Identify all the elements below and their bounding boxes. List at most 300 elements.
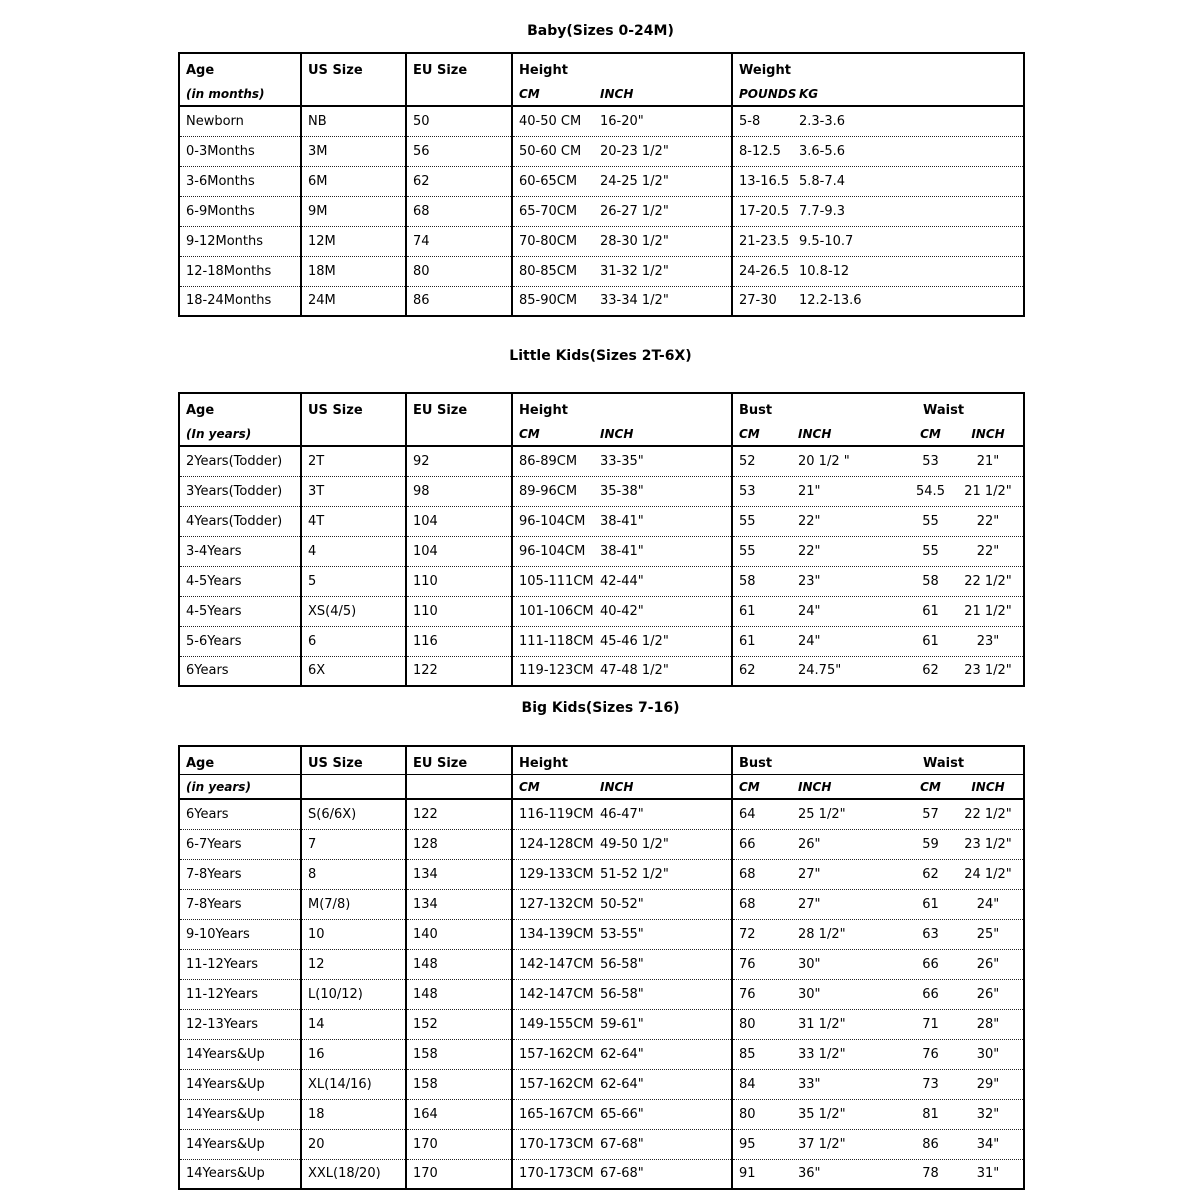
bust-inch-value: 23" — [798, 574, 821, 588]
weight-cell — [732, 226, 1024, 256]
height-cell — [512, 1159, 732, 1189]
us-size-col-header: US Size — [301, 746, 406, 774]
us-size-cell: 8 — [301, 859, 406, 889]
us-size-cell: 3M — [301, 136, 406, 166]
age-cell: 14Years&Up — [179, 1039, 301, 1069]
height-inch-value: 20-23 1/2" — [600, 144, 669, 158]
eu-size-cell: 110 — [406, 596, 512, 626]
height-col-header: Height — [512, 53, 732, 81]
height-inch-value: 24-25 1/2" — [600, 174, 669, 188]
bust-inch-value: 30" — [798, 987, 821, 1001]
waist-inch-value: 34" — [976, 1137, 1000, 1151]
weight-cell — [732, 196, 1024, 226]
age-col-header: Age — [186, 403, 215, 418]
big-kids-table-title: Big Kids(Sizes 7-16) — [521, 700, 680, 716]
waist-cm-value: 55 — [922, 514, 939, 528]
table-row — [179, 596, 1024, 626]
height-cm-value: 50-60 CM — [519, 144, 582, 158]
height-inch-value: 38-41" — [600, 544, 644, 558]
height-cell — [512, 1069, 732, 1099]
age-cell: 6-7Years — [179, 829, 301, 859]
height-inch-value: 28-30 1/2" — [600, 234, 669, 248]
height-cell — [512, 1129, 732, 1159]
age-cell: 14Years&Up — [179, 1099, 301, 1129]
bust-inch-value: 20 1/2 " — [798, 454, 850, 468]
waist-cm-value: 62 — [922, 867, 939, 881]
table-row — [179, 656, 1024, 686]
table-row — [179, 136, 1024, 166]
waist-inch-value: 22 1/2" — [964, 574, 1012, 588]
height-inch-value: 31-32 1/2" — [600, 264, 669, 278]
us-size-cell: 12 — [301, 949, 406, 979]
weight-col-header: Weight — [732, 53, 1024, 81]
age-cell: 18-24Months — [179, 286, 301, 316]
bust-waist-cell — [732, 596, 1024, 626]
waist-col-header: Waist — [923, 756, 965, 770]
waist-inch-value: 32" — [976, 1107, 1000, 1121]
waist-inch-value: 24 1/2" — [964, 867, 1012, 881]
table-row — [179, 476, 1024, 506]
age-cell: 11-12Years — [179, 979, 301, 1009]
eu-size-cell: 170 — [406, 1159, 512, 1189]
baby-section — [0, 22, 1200, 317]
height-cm-value: 129-133CM — [519, 867, 594, 881]
age-cell: 3Years(Todder) — [179, 476, 301, 506]
bust-inch-value: 24" — [798, 604, 821, 618]
bust-cm-value: 85 — [739, 1047, 756, 1061]
bust-cm-value: 95 — [739, 1137, 756, 1151]
waist-inch-value: 31" — [976, 1167, 1000, 1181]
weight-pounds-value: 27-30 — [739, 294, 777, 308]
height-cell — [512, 979, 732, 1009]
weight-kg-label: KG — [799, 88, 819, 100]
us-size-cell: S(6/6X) — [301, 799, 406, 829]
height-cm-value: 127-132CM — [519, 897, 594, 911]
eu-size-cell: 68 — [406, 196, 512, 226]
bust-waist-cell — [732, 536, 1024, 566]
waist-cm-value: 81 — [922, 1107, 939, 1121]
eu-size-cell: 104 — [406, 536, 512, 566]
height-inch-value: 56-58" — [600, 987, 644, 1001]
little-kids-section — [0, 347, 1200, 687]
bust-col-header: Bust — [739, 756, 773, 770]
waist-cm-value: 57 — [922, 807, 939, 821]
table-row — [179, 626, 1024, 656]
height-inch-value: 33-35" — [600, 454, 644, 468]
height-cell — [512, 859, 732, 889]
bust-waist-col-header — [732, 393, 1024, 421]
height-cell — [512, 446, 732, 476]
bust-cm-value: 61 — [739, 604, 756, 618]
age-cell: 4Years(Todder) — [179, 506, 301, 536]
eu-size-cell: 134 — [406, 889, 512, 919]
height-cm-value: 134-139CM — [519, 927, 594, 941]
age-unit-label: (In years) — [179, 421, 301, 446]
eu-size-cell: 148 — [406, 949, 512, 979]
waist-cm-value: 66 — [922, 987, 939, 1001]
bust-waist-cell — [732, 656, 1024, 686]
us-size-cell: 4T — [301, 506, 406, 536]
height-inch-value: 56-58" — [600, 957, 644, 971]
height-cm-value: 96-104CM — [519, 514, 586, 528]
table-row — [179, 166, 1024, 196]
waist-cm-value: 78 — [922, 1167, 939, 1181]
height-inch-value: 50-52" — [600, 897, 644, 911]
age-unit-label: (in months) — [179, 81, 301, 106]
eu-size-cell: 158 — [406, 1069, 512, 1099]
height-cm-value: 89-96CM — [519, 484, 578, 498]
table-row — [179, 1039, 1024, 1069]
us-size-cell: 14 — [301, 1009, 406, 1039]
weight-kg-value: 3.6-5.6 — [799, 144, 846, 158]
us-size-cell: 20 — [301, 1129, 406, 1159]
bust-inch-value: 31 1/2" — [798, 1017, 846, 1031]
waist-inch-value: 28" — [976, 1017, 1000, 1031]
bust-cm-label: CM — [739, 781, 760, 793]
waist-inch-value: 22" — [976, 544, 1000, 558]
bust-waist-cell — [732, 919, 1024, 949]
height-cell — [512, 799, 732, 829]
height-cm-value: 170-173CM — [519, 1137, 594, 1151]
eu-size-cell: 62 — [406, 166, 512, 196]
weight-kg-value: 7.7-9.3 — [799, 204, 846, 218]
waist-inch-value: 23 1/2" — [964, 837, 1012, 851]
waist-inch-value: 22" — [976, 514, 1000, 528]
table-row — [179, 536, 1024, 566]
height-inch-value: 47-48 1/2" — [600, 664, 669, 678]
bust-inch-value: 22" — [798, 514, 821, 528]
height-cell — [512, 626, 732, 656]
height-cell — [512, 656, 732, 686]
bust-waist-cell — [732, 1039, 1024, 1069]
height-cm-value: 116-119CM — [519, 807, 594, 821]
table-row — [179, 799, 1024, 829]
us-size-cell: 6X — [301, 656, 406, 686]
height-cm-value: 142-147CM — [519, 957, 594, 971]
weight-pounds-value: 21-23.5 — [739, 234, 790, 248]
weight-pounds-value: 17-20.5 — [739, 204, 790, 218]
age-cell: 7-8Years — [179, 889, 301, 919]
height-cm-value: 165-167CM — [519, 1107, 594, 1121]
waist-cm-value: 86 — [922, 1137, 939, 1151]
height-cm-value: 40-50 CM — [519, 114, 582, 128]
height-cm-value: 80-85CM — [519, 264, 578, 278]
eu-size-cell: 134 — [406, 859, 512, 889]
bust-inch-value: 27" — [798, 897, 821, 911]
bust-waist-cell — [732, 476, 1024, 506]
us-size-cell: 6M — [301, 166, 406, 196]
height-cm-value: 157-162CM — [519, 1047, 594, 1061]
height-cell — [512, 506, 732, 536]
height-inch-value: 46-47" — [600, 807, 644, 821]
height-inch-value: 67-68" — [600, 1137, 644, 1151]
height-inch-label: INCH — [600, 88, 634, 100]
height-cm-value: 60-65CM — [519, 174, 578, 188]
height-cell — [512, 596, 732, 626]
height-cm-value: 170-173CM — [519, 1167, 594, 1181]
waist-inch-value: 30" — [976, 1047, 1000, 1061]
us-size-cell: 5 — [301, 566, 406, 596]
age-cell: 7-8Years — [179, 859, 301, 889]
height-cm-value: 65-70CM — [519, 204, 578, 218]
height-cell — [512, 106, 732, 136]
age-cell: 4-5Years — [179, 566, 301, 596]
weight-kg-value: 12.2-13.6 — [799, 294, 862, 308]
height-inch-value: 40-42" — [600, 604, 644, 618]
eu-size-cell: 86 — [406, 286, 512, 316]
eu-size-cell: 80 — [406, 256, 512, 286]
bust-cm-value: 62 — [739, 664, 756, 678]
eu-size-cell: 122 — [406, 656, 512, 686]
weight-unit-header — [732, 81, 1024, 106]
us-size-cell: 12M — [301, 226, 406, 256]
us-size-cell: 9M — [301, 196, 406, 226]
bust-cm-value: 76 — [739, 957, 756, 971]
waist-cm-value: 53 — [922, 454, 939, 468]
height-inch-value: 53-55" — [600, 927, 644, 941]
bust-waist-cell — [732, 859, 1024, 889]
waist-inch-label: INCH — [971, 428, 1005, 440]
table-row — [179, 226, 1024, 256]
height-cm-value: 86-89CM — [519, 454, 578, 468]
us-size-cell: XL(14/16) — [301, 1069, 406, 1099]
bust-inch-label: INCH — [798, 428, 832, 440]
weight-pounds-label: POUNDS — [739, 88, 797, 100]
height-cell — [512, 226, 732, 256]
table-row — [179, 829, 1024, 859]
bust-waist-cell — [732, 1099, 1024, 1129]
waist-col-header: Waist — [923, 404, 965, 417]
height-cm-value: 96-104CM — [519, 544, 586, 558]
height-unit-header — [512, 421, 732, 446]
height-cell — [512, 566, 732, 596]
weight-kg-value: 2.3-3.6 — [799, 114, 846, 128]
us-size-cell: 18 — [301, 1099, 406, 1129]
height-col-header: Height — [512, 393, 732, 421]
waist-cm-value: 66 — [922, 957, 939, 971]
weight-kg-value: 10.8-12 — [799, 264, 850, 278]
baby-table-title: Baby(Sizes 0-24M) — [527, 23, 674, 39]
weight-kg-value: 5.8-7.4 — [799, 174, 846, 188]
eu-size-cell: 56 — [406, 136, 512, 166]
weight-cell — [732, 256, 1024, 286]
eu-size-cell: 104 — [406, 506, 512, 536]
waist-cm-value: 73 — [922, 1077, 939, 1091]
age-cell: 5-6Years — [179, 626, 301, 656]
bust-cm-value: 58 — [739, 574, 756, 588]
waist-cm-value: 54.5 — [916, 484, 945, 498]
table-row — [179, 1159, 1024, 1189]
age-cell: 14Years&Up — [179, 1159, 301, 1189]
age-cell: Newborn — [186, 113, 244, 129]
height-inch-value: 65-66" — [600, 1107, 644, 1121]
eu-size-cell: 110 — [406, 566, 512, 596]
waist-cm-value: 62 — [922, 664, 939, 678]
us-size-col-header: US Size — [301, 393, 406, 421]
table-row — [179, 949, 1024, 979]
bust-inch-value: 24" — [798, 634, 821, 648]
us-size-cell: 16 — [301, 1039, 406, 1069]
height-cm-value: 149-155CM — [519, 1017, 594, 1031]
us-size-cell: 7 — [301, 829, 406, 859]
waist-inch-value: 23" — [976, 634, 1000, 648]
bust-cm-value: 80 — [739, 1107, 756, 1121]
bust-waist-cell — [732, 799, 1024, 829]
waist-inch-value: 29" — [976, 1077, 1000, 1091]
eu-size-cell: 92 — [406, 446, 512, 476]
bust-cm-value: 72 — [739, 927, 756, 941]
weight-pounds-value: 13-16.5 — [739, 174, 790, 188]
empty-header-cell — [301, 774, 406, 799]
height-inch-value: 42-44" — [600, 574, 644, 588]
bust-inch-value: 33" — [798, 1077, 821, 1091]
bust-waist-cell — [732, 566, 1024, 596]
table-row — [179, 1069, 1024, 1099]
bust-cm-value: 64 — [739, 807, 756, 821]
waist-inch-value: 21 1/2" — [964, 484, 1012, 498]
us-size-cell: 6 — [301, 626, 406, 656]
us-size-cell: XXL(18/20) — [301, 1159, 406, 1189]
height-inch-value: 26-27 1/2" — [600, 204, 669, 218]
eu-size-cell: 152 — [406, 1009, 512, 1039]
empty-header-cell — [406, 421, 512, 446]
eu-size-col-header: EU Size — [406, 393, 512, 421]
height-inch-value: 51-52 1/2" — [600, 867, 669, 881]
bust-cm-value: 53 — [739, 484, 756, 498]
height-unit-header — [512, 81, 732, 106]
age-unit-label: (in years) — [179, 774, 301, 799]
height-inch-value: 16-20" — [600, 114, 644, 128]
bust-cm-value: 68 — [739, 897, 756, 911]
us-size-cell: 4 — [301, 536, 406, 566]
age-cell: 9-10Years — [179, 919, 301, 949]
bust-inch-value: 37 1/2" — [798, 1137, 846, 1151]
height-cm-value: 157-162CM — [519, 1077, 594, 1091]
waist-inch-value: 21" — [976, 454, 1000, 468]
bust-waist-unit-header — [732, 774, 1024, 799]
height-cm-label: CM — [519, 428, 540, 440]
bust-waist-cell — [732, 829, 1024, 859]
height-cell — [512, 136, 732, 166]
bust-waist-cell — [732, 446, 1024, 476]
height-inch-value: 33-34 1/2" — [600, 294, 669, 308]
bust-waist-cell — [732, 506, 1024, 536]
height-cell — [512, 256, 732, 286]
height-cell — [512, 286, 732, 316]
waist-cm-value: 61 — [922, 634, 939, 648]
us-size-col-header: US Size — [301, 53, 406, 81]
age-cell: 6-9Months — [179, 196, 301, 226]
us-size-cell: 18M — [301, 256, 406, 286]
empty-header-cell — [301, 81, 406, 106]
table-row — [179, 506, 1024, 536]
bust-waist-cell — [732, 889, 1024, 919]
waist-inch-value: 26" — [976, 987, 1000, 1001]
eu-size-cell: 116 — [406, 626, 512, 656]
weight-cell — [732, 106, 1024, 136]
bust-inch-value: 24.75" — [798, 664, 842, 678]
bust-waist-col-header — [732, 746, 1024, 774]
bust-cm-value: 91 — [739, 1167, 756, 1181]
bust-waist-cell — [732, 979, 1024, 1009]
bust-inch-value: 21" — [798, 484, 821, 498]
table-row — [179, 919, 1024, 949]
height-cm-value: 111-118CM — [519, 634, 594, 648]
height-inch-value: 45-46 1/2" — [600, 634, 669, 648]
age-cell: 6Years — [186, 806, 229, 822]
table-row — [179, 889, 1024, 919]
height-cell — [512, 1039, 732, 1069]
height-cm-value: 85-90CM — [519, 294, 578, 308]
eu-size-cell: 164 — [406, 1099, 512, 1129]
table-row — [179, 1099, 1024, 1129]
empty-header-cell — [406, 774, 512, 799]
waist-cm-value: 71 — [922, 1017, 939, 1031]
us-size-cell: M(7/8) — [301, 889, 406, 919]
weight-kg-value: 9.5-10.7 — [799, 234, 854, 248]
age-cell: 12-18Months — [179, 256, 301, 286]
waist-inch-value: 22 1/2" — [964, 807, 1012, 821]
bust-inch-value: 28 1/2" — [798, 927, 846, 941]
table-row — [179, 566, 1024, 596]
weight-cell — [732, 136, 1024, 166]
waist-inch-value: 21 1/2" — [964, 604, 1012, 618]
bust-inch-value: 22" — [798, 544, 821, 558]
bust-inch-label: INCH — [798, 781, 832, 793]
height-inch-label: INCH — [600, 781, 634, 793]
height-inch-value: 67-68" — [600, 1167, 644, 1181]
height-cell — [512, 1099, 732, 1129]
bust-inch-value: 35 1/2" — [798, 1107, 846, 1121]
waist-inch-value: 25" — [976, 927, 1000, 941]
bust-inch-value: 26" — [798, 837, 821, 851]
bust-inch-value: 33 1/2" — [798, 1047, 846, 1061]
us-size-cell: NB — [301, 106, 406, 136]
waist-cm-value: 58 — [922, 574, 939, 588]
bust-waist-cell — [732, 626, 1024, 656]
height-inch-value: 49-50 1/2" — [600, 837, 669, 851]
eu-size-cell: 98 — [406, 476, 512, 506]
little-kids-table-title: Little Kids(Sizes 2T-6X) — [509, 348, 692, 364]
big-kids-section — [0, 699, 1200, 1190]
age-cell: 0-3Months — [179, 136, 301, 166]
waist-inch-value: 24" — [976, 897, 1000, 911]
bust-cm-value: 66 — [739, 837, 756, 851]
age-cell: 9-12Months — [179, 226, 301, 256]
us-size-cell: L(10/12) — [301, 979, 406, 1009]
waist-cm-value: 61 — [922, 897, 939, 911]
height-cell — [512, 476, 732, 506]
table-row — [179, 196, 1024, 226]
waist-cm-value: 61 — [922, 604, 939, 618]
waist-cm-value: 55 — [922, 544, 939, 558]
table-row — [179, 1009, 1024, 1039]
height-cm-label: CM — [519, 781, 540, 793]
age-col-header: Age — [179, 746, 301, 774]
empty-header-cell — [301, 421, 406, 446]
bust-col-header: Bust — [739, 404, 773, 417]
us-size-cell: 2T — [301, 446, 406, 476]
height-cm-value: 105-111CM — [519, 574, 594, 588]
height-cell — [512, 536, 732, 566]
age-cell: 14Years&Up — [179, 1129, 301, 1159]
little-kids-size-table — [178, 392, 1025, 687]
height-cell — [512, 166, 732, 196]
big-kids-size-table — [178, 745, 1025, 1190]
waist-cm-value: 63 — [922, 927, 939, 941]
bust-cm-label: CM — [739, 428, 760, 440]
weight-pounds-value: 8-12.5 — [739, 144, 781, 158]
